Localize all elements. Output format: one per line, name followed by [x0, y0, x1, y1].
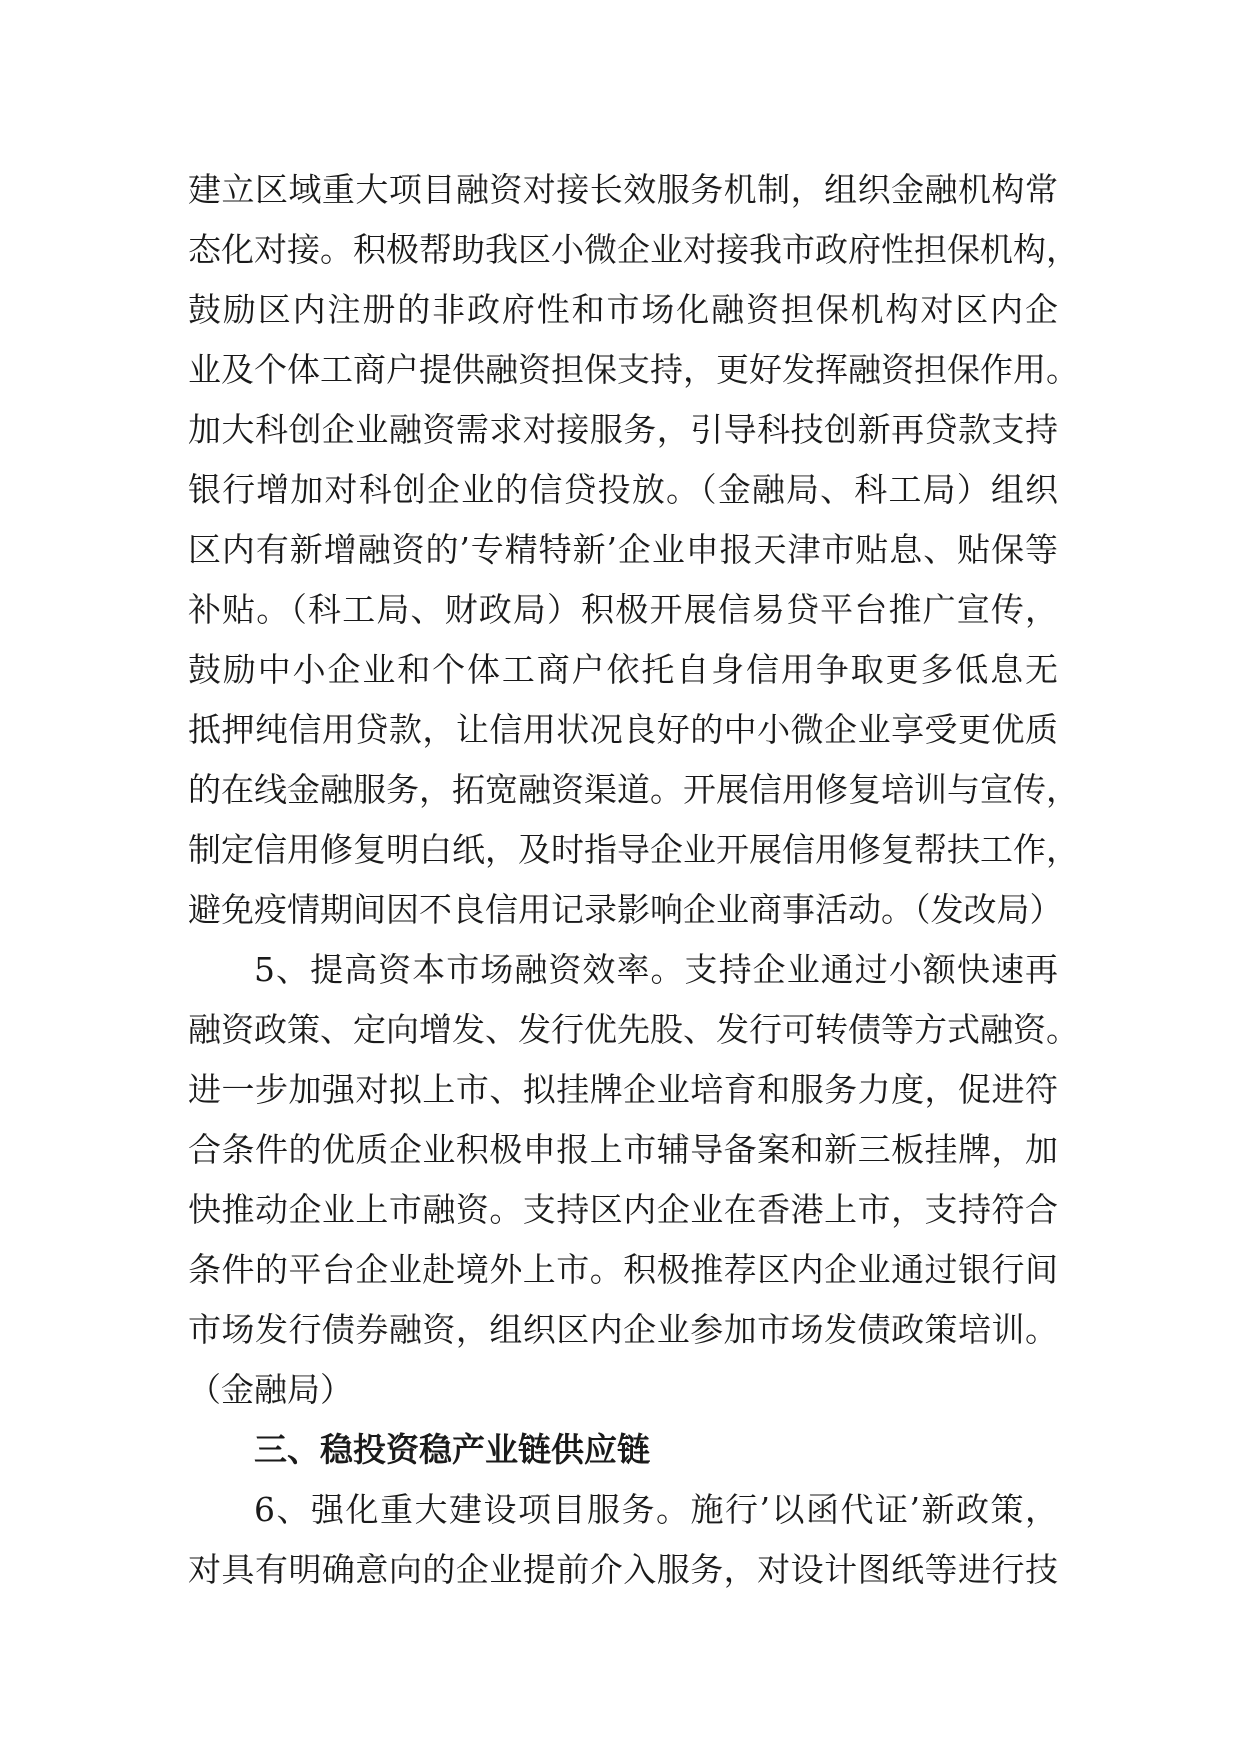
paragraph-line: 建立区域重大项目融资对接长效服务机制，组织金融机构常 — [188, 170, 1058, 209]
paragraph-line: 对具有明确意向的企业提前介入服务，对设计图纸等进行技 — [188, 1550, 1058, 1589]
paragraph-line: 补贴。（科工局、财政局）积极开展信易贷平台推广宣传， — [188, 590, 1058, 629]
paragraph-line: 避免疫情期间因不良信用记录影响企业商事活动。（发改局） — [188, 890, 1063, 929]
paragraph-line: 5、提高资本市场融资效率。支持企业通过小额快速再 — [254, 950, 1058, 989]
paragraph-line: 加大科创企业融资需求对接服务，引导科技创新再贷款支持 — [188, 410, 1058, 449]
paragraph-line: 融资政策、定向增发、发行优先股、发行可转债等方式融资。 — [188, 1010, 1079, 1049]
paragraph-line: 鼓励中小企业和个体工商户依托自身信用争取更多低息无 — [188, 650, 1058, 689]
section-heading: 三、稳投资稳产业链供应链 — [254, 1430, 650, 1469]
paragraph-line: 快推动企业上市融资。支持区内企业在香港上市，支持符合 — [188, 1190, 1058, 1229]
paragraph-line: 条件的平台企业赴境外上市。积极推荐区内企业通过银行间 — [188, 1250, 1058, 1289]
paragraph-line: 银行增加对科创企业的信贷投放。（金融局、科工局）组织 — [188, 470, 1058, 509]
paragraph-line: 业及个体工商户提供融资担保支持，更好发挥融资担保作用。 — [188, 350, 1079, 389]
paragraph-line: 鼓励区内注册的非政府性和市场化融资担保机构对区内企 — [188, 290, 1058, 329]
paragraph-line: 市场发行债券融资，组织区内企业参加市场发债政策培训。 — [188, 1310, 1058, 1349]
paragraph-line: 抵押纯信用贷款，让信用状况良好的中小微企业享受更优质 — [188, 710, 1058, 749]
paragraph-line: 区内有新增融资的’专精特新’企业申报天津市贴息、贴保等 — [188, 530, 1058, 569]
paragraph-line: 合条件的优质企业积极申报上市辅导备案和新三板挂牌，加 — [188, 1130, 1058, 1169]
paragraph-line: 6、强化重大建设项目服务。施行’以函代证’新政策， — [254, 1490, 1058, 1529]
paragraph-line: 态化对接。积极帮助我区小微企业对接我市政府性担保机构， — [188, 230, 1079, 269]
document-body — [188, 160, 1079, 1600]
paragraph-line: （金融局） — [188, 1370, 353, 1409]
paragraph-line: 制定信用修复明白纸，及时指导企业开展信用修复帮扶工作， — [188, 830, 1079, 869]
paragraph-line: 的在线金融服务，拓宽融资渠道。开展信用修复培训与宣传， — [188, 770, 1079, 809]
paragraph-line: 进一步加强对拟上市、拟挂牌企业培育和服务力度，促进符 — [188, 1070, 1058, 1109]
